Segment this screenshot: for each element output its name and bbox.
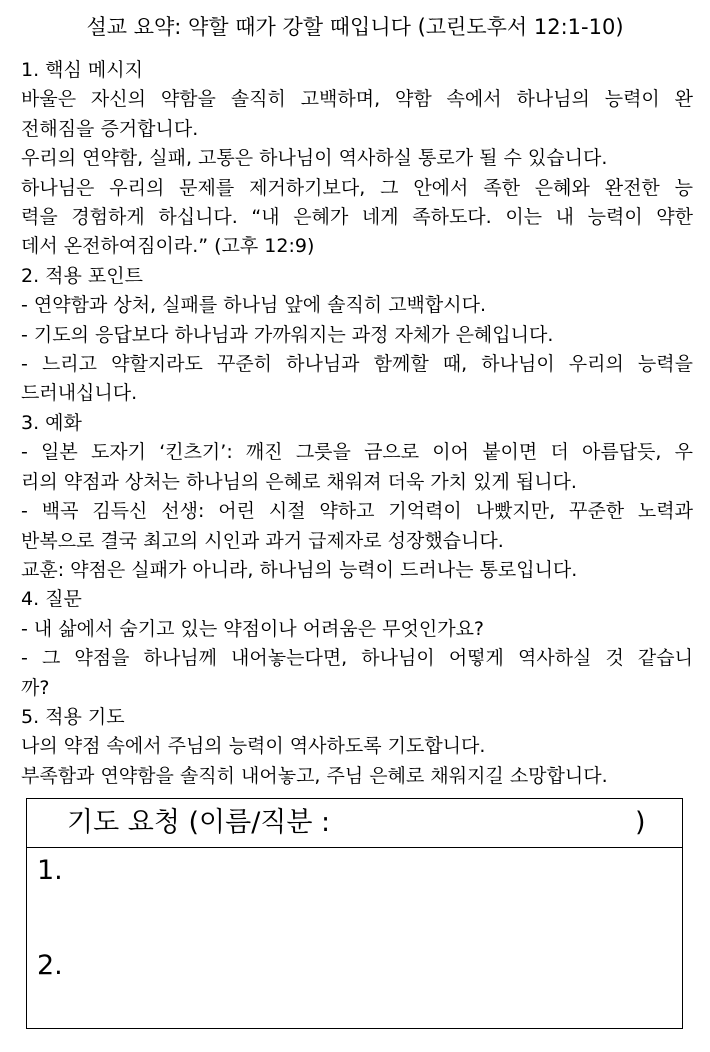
- section-heading: 2. 적용 포인트: [21, 264, 143, 287]
- section-line: 리의 약점과 상처는 하나님의 은혜로 채워져 더욱 가치 있게 됩니다.: [21, 470, 577, 493]
- section-heading: 1. 핵심 메시지: [21, 59, 143, 81]
- section-line: 나의 약점 속에서 주님의 능력이 역사하도록 기도합니다.: [21, 735, 486, 758]
- prayer-request-box: [26, 798, 683, 1029]
- section-heading: 4. 질문: [21, 588, 82, 611]
- prayer-request-header: [27, 799, 682, 848]
- section-line: - 연약함과 상처, 실패를 하나님 앞에 솔직히 고백합시다.: [21, 294, 487, 317]
- section-line: 반복으로 결국 최고의 시인과 과거 급제자로 성장했습니다.: [21, 529, 504, 552]
- section-line: 바울은 자신의 약함을 솔직히 고백하며, 약함 속에서 하나님의 능력이 완: [21, 88, 693, 111]
- section-line: 부족함과 연약함을 솔직히 내어놓고, 주님 은혜로 채워지길 소망합니다.: [21, 764, 608, 787]
- section-line: 하나님은 우리의 문제를 제거하기보다, 그 안에서 족한 은혜와 완전한 능: [21, 176, 693, 199]
- prayer-request-label: 기도 요청 (이름/직분 :: [67, 807, 331, 838]
- section-line: 까?: [21, 676, 50, 699]
- section-line: 우리의 연약함, 실패, 고통은 하나님이 역사하실 통로가 될 수 있습니다.: [21, 147, 608, 170]
- section-line: 력을 경험하게 하십니다. “내 은혜가 네게 족하도다. 이는 내 능력이 약한: [21, 206, 693, 229]
- sermon-content: [21, 56, 693, 791]
- section-heading: 3. 예화: [21, 411, 82, 434]
- document-title: 설교 요약: 약할 때가 강할 때입니다 (고린도후서 12:1-10): [86, 15, 624, 39]
- section-line: - 그 약점을 하나님께 내어놓는다면, 하나님이 어떻게 역사하실 것 같습니: [21, 647, 693, 670]
- section-line: - 백곡 김득신 선생: 어린 시절 약하고 기억력이 나빴지만, 꾸준한 노력과: [21, 500, 693, 523]
- section-line: - 느리고 약할지라도 꾸준히 하나님과 함께할 때, 하나님이 우리의 능력을: [21, 353, 693, 376]
- section-line: - 일본 도자기 ‘킨츠기’: 깨진 그릇을 금으로 이어 붙이면 더 아름답듯, 우: [21, 441, 693, 464]
- section-line: - 내 삶에서 숨기고 있는 약점이나 어려움은 무엇인가요?: [21, 617, 485, 640]
- section-line: 교훈: 약점은 실패가 아니라, 하나님의 능력이 드러나는 통로입니다.: [21, 558, 578, 581]
- section-line: 드러내십니다.: [21, 382, 138, 405]
- prayer-item-2: 2.: [37, 950, 63, 981]
- prayer-request-close-paren: ): [635, 807, 646, 838]
- prayer-item-1: 1.: [37, 855, 63, 886]
- section-line: 전해짐을 증거합니다.: [21, 117, 199, 140]
- section-heading: 5. 적용 기도: [21, 705, 125, 728]
- section-line: 데서 온전하여짐이라.” (고후 12:9): [21, 235, 315, 258]
- section-line: - 기도의 응답보다 하나님과 가까워지는 과정 자체가 은혜입니다.: [21, 323, 554, 346]
